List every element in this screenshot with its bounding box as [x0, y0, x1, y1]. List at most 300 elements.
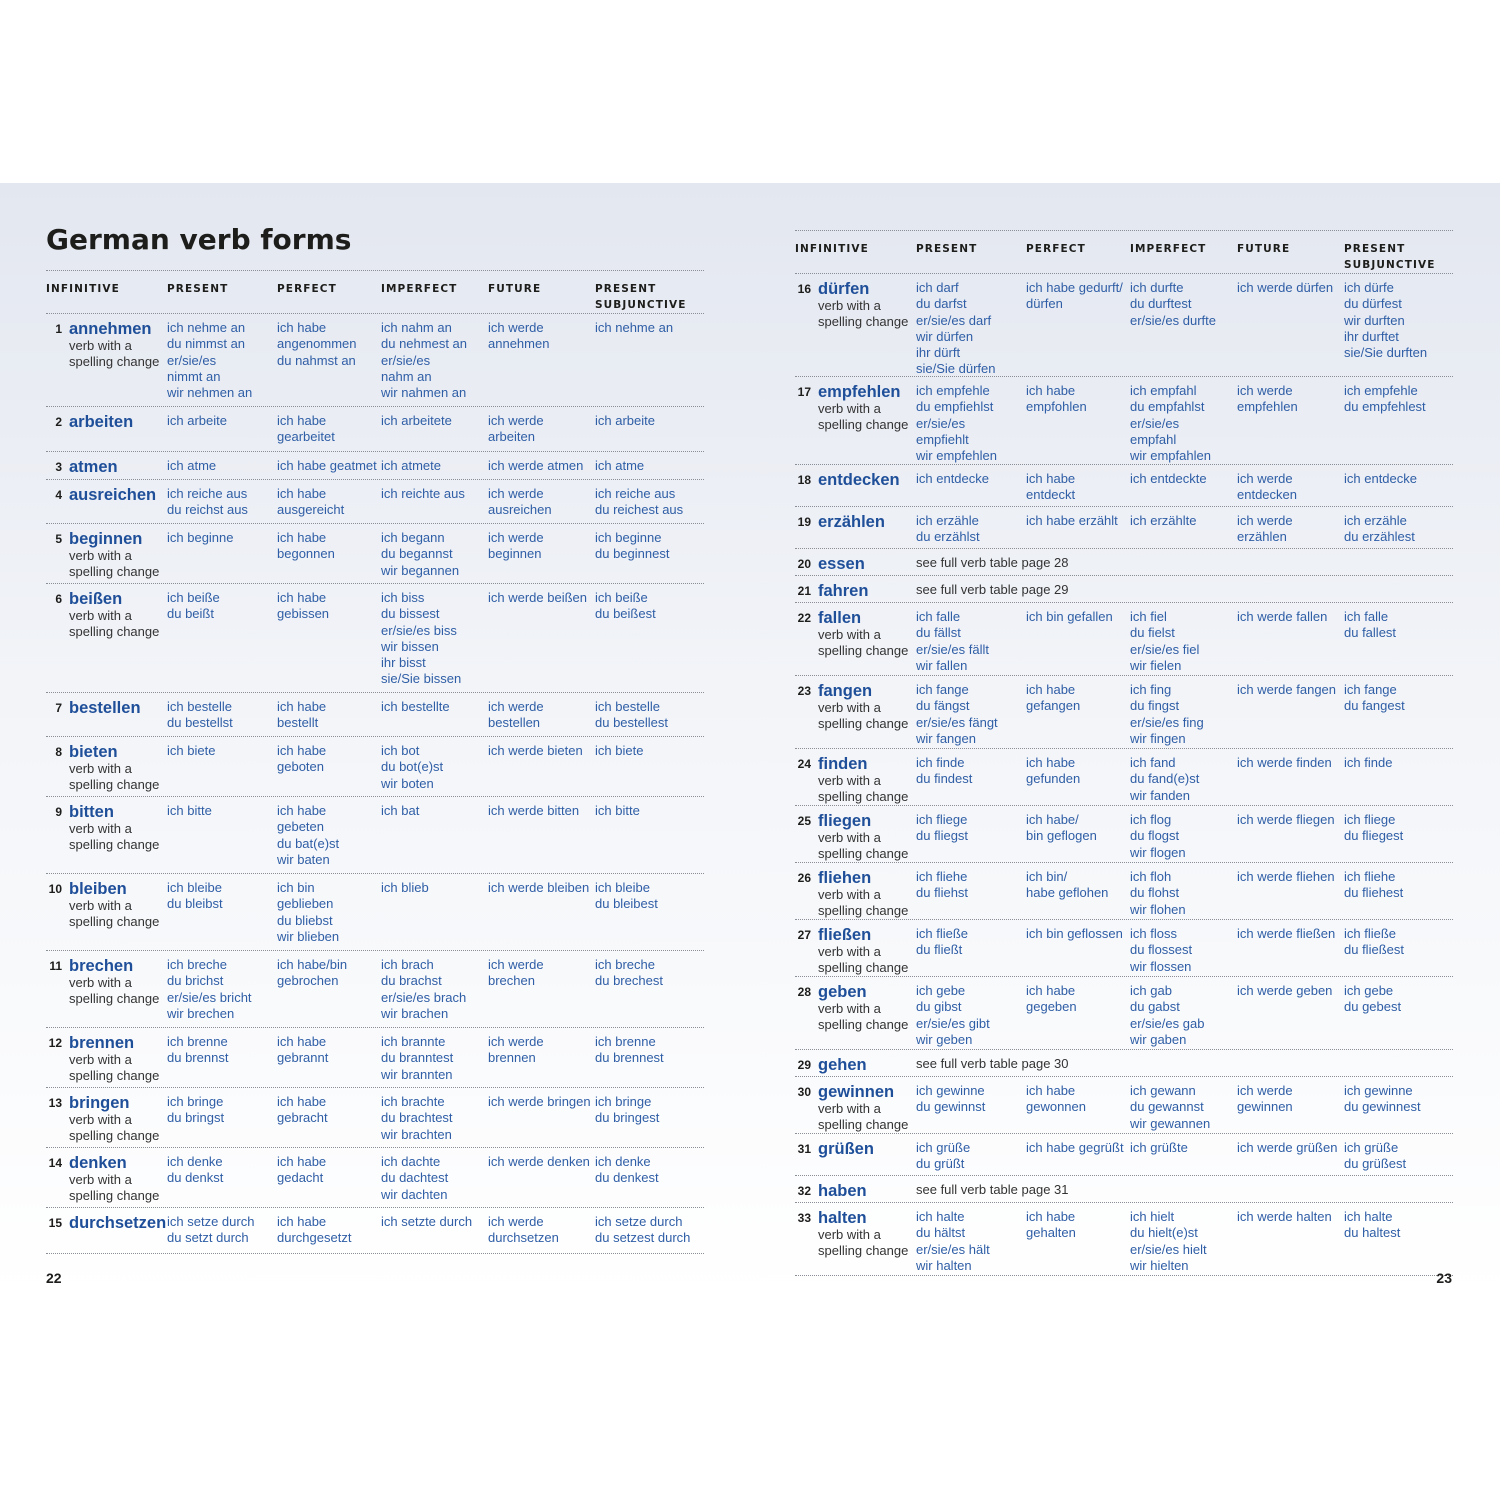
present-cell: ich fließe du fließt [916, 926, 969, 958]
subjunctive-cell: ich fliege du fliegest [1344, 812, 1404, 844]
present-cell: ich erzähle du erzählst [916, 513, 980, 545]
verb-infinitive: annehmen [69, 320, 152, 338]
infinitive-cell [795, 926, 916, 976]
infinitive-cell [795, 471, 916, 506]
header-present: PRESENT [167, 283, 229, 295]
verb-infinitive: halten [818, 1209, 867, 1227]
imperfect-cell: ich durfte du durftest er/sie/es durfte [1130, 280, 1216, 328]
subjunctive-cell: ich dürfe du dürfest wir durften ihr durftet sie/Sie durften [1344, 280, 1428, 361]
verb-number: 14 [48, 1156, 62, 1170]
subjunctive-cell: ich arbeite [595, 413, 655, 428]
future-cell: ich werde empfehlen [1237, 383, 1298, 415]
header-present: PRESENT [916, 243, 978, 255]
perfect-cell: ich habe gefunden [1026, 755, 1081, 787]
verb-note: verb with a spelling change [69, 548, 160, 579]
subjunctive-cell: ich beiße du beißest [595, 590, 656, 622]
future-cell: ich werde entdecken [1237, 471, 1297, 503]
subjunctive-cell: ich nehme an [595, 320, 674, 335]
header-imperfect: IMPERFECT [381, 283, 458, 295]
infinitive-cell [795, 609, 916, 675]
verb-infinitive: bleiben [69, 880, 127, 898]
right-table-body [795, 274, 1453, 1276]
infinitive-cell [795, 755, 916, 805]
verb-number: 21 [797, 584, 811, 598]
infinitive-cell [46, 320, 167, 406]
infinitive-cell [795, 1182, 916, 1202]
perfect-cell: ich bin geblieben du bliebst wir blieben [277, 880, 340, 944]
verb-table-reference: see full verb table page 30 [916, 1056, 1069, 1071]
verb-number: 19 [797, 515, 811, 529]
verb-number: 6 [55, 592, 62, 606]
infinitive-cell [46, 413, 167, 451]
imperfect-cell: ich gewann du gewannst wir gewannen [1130, 1083, 1211, 1131]
present-cell: ich empfehle du empfiehlst er/sie/es empfiehlt wir empfehlen [916, 383, 997, 464]
infinitive-cell [795, 1083, 916, 1133]
subjunctive-cell: ich halte du haltest [1344, 1209, 1401, 1241]
verb-row [795, 1203, 1453, 1276]
present-cell: ich finde du findest [916, 755, 973, 787]
infinitive-cell [46, 1214, 167, 1253]
verb-row [795, 977, 1453, 1050]
verb-table-reference: see full verb table page 29 [916, 582, 1069, 597]
imperfect-cell: ich fand du fand(e)st wir fanden [1130, 755, 1200, 803]
future-cell: ich werde gewinnen [1237, 1083, 1293, 1115]
infinitive-cell [46, 486, 167, 523]
verb-number: 27 [797, 928, 811, 942]
verb-number: 7 [55, 701, 62, 715]
verb-number: 17 [797, 385, 811, 399]
imperfect-cell: ich brachte du brachtest wir brachten [381, 1094, 453, 1142]
imperfect-cell: ich erzählte [1130, 513, 1197, 528]
verb-number: 3 [55, 460, 62, 474]
perfect-cell: ich habe ausgereicht [277, 486, 345, 518]
verb-infinitive: gewinnen [818, 1083, 895, 1101]
verb-number: 13 [48, 1096, 62, 1110]
verb-row [46, 584, 704, 693]
imperfect-cell: ich flog du flogst wir flogen [1130, 812, 1186, 860]
infinitive-cell [46, 803, 167, 873]
present-cell: ich entdecke [916, 471, 989, 486]
verb-number: 30 [797, 1085, 811, 1099]
perfect-cell: ich bin gefallen [1026, 609, 1113, 624]
subjunctive-cell: ich atme [595, 458, 645, 473]
present-cell: ich fliehe du fliehst [916, 869, 969, 901]
future-cell: ich werde bieten [488, 743, 583, 758]
infinitive-cell [795, 983, 916, 1049]
subjunctive-cell: ich bitte [595, 803, 640, 818]
verb-number: 10 [48, 882, 62, 896]
perfect-cell: ich habe gegrüßt [1026, 1140, 1124, 1155]
verb-infinitive: geben [818, 983, 867, 1001]
verb-infinitive: denken [69, 1154, 127, 1172]
present-cell: ich falle du fällst er/sie/es fällt wir fallen [916, 609, 989, 673]
perfect-cell: ich habe gefangen [1026, 682, 1081, 714]
verb-row [795, 274, 1453, 377]
verb-infinitive: bieten [69, 743, 118, 761]
infinitive-cell [46, 1094, 167, 1147]
verb-note: verb with a spelling change [818, 944, 909, 975]
header-imperfect: IMPERFECT [1130, 243, 1207, 255]
perfect-cell: ich habe gedacht [277, 1154, 327, 1186]
infinitive-cell [795, 682, 916, 748]
subjunctive-cell: ich empfehle du empfehlest [1344, 383, 1426, 415]
subjunctive-cell: ich bestelle du bestellest [595, 699, 668, 731]
present-cell: ich gebe du gibst er/sie/es gibt wir geben [916, 983, 990, 1047]
imperfect-cell: ich setzte durch [381, 1214, 473, 1229]
verb-number: 8 [55, 745, 62, 759]
verb-row [795, 377, 1453, 465]
future-cell: ich werde bleiben [488, 880, 590, 895]
verb-row [795, 1077, 1453, 1134]
perfect-cell: ich habe begonnen [277, 530, 335, 562]
verb-row [795, 603, 1453, 676]
subjunctive-cell: ich fange du fangest [1344, 682, 1405, 714]
verb-row [795, 1050, 1453, 1077]
verb-number: 16 [797, 282, 811, 296]
perfect-cell: ich habe geboten [277, 743, 327, 775]
imperfect-cell: ich dachte du dachtest wir dachten [381, 1154, 449, 1202]
verb-infinitive: erzählen [818, 513, 885, 531]
future-cell: ich werde grüßen [1237, 1140, 1338, 1155]
verb-note: verb with a spelling change [69, 338, 160, 369]
verb-note: verb with a spelling change [818, 1001, 909, 1032]
perfect-cell: ich habe gegeben [1026, 983, 1077, 1015]
present-cell: ich setze durch du setzt durch [167, 1214, 255, 1246]
imperfect-cell: ich brach du brachst er/sie/es brach wir brachen [381, 957, 467, 1021]
verb-infinitive: haben [818, 1182, 867, 1200]
infinitive-cell [795, 555, 916, 575]
verb-number: 1 [55, 322, 62, 336]
verb-number: 32 [797, 1184, 811, 1198]
right-verb-table [795, 230, 1453, 1276]
verb-number: 12 [48, 1036, 62, 1050]
verb-note: verb with a spelling change [69, 1172, 160, 1203]
infinitive-cell [795, 812, 916, 862]
verb-infinitive: fliegen [818, 812, 872, 830]
verb-number: 33 [797, 1211, 811, 1225]
verb-note: verb with a spelling change [818, 627, 909, 658]
perfect-cell: ich habe entdeckt [1026, 471, 1076, 503]
imperfect-cell: ich floss du flossest wir flossen [1130, 926, 1193, 974]
imperfect-cell: ich fiel du fielst er/sie/es fiel wir fielen [1130, 609, 1200, 673]
future-cell: ich werde durchsetzen [488, 1214, 559, 1246]
present-cell: ich darf du darfst er/sie/es darf wir dürfen ihr dürft sie/Sie dürfen [916, 280, 996, 376]
verb-note: verb with a spelling change [69, 1052, 160, 1083]
verb-note: verb with a spelling change [818, 773, 909, 804]
future-cell: ich werde fliegen [1237, 812, 1335, 827]
infinitive-cell [46, 880, 167, 950]
present-cell: ich reiche aus du reichst aus [167, 486, 248, 518]
present-cell: ich nehme an du nimmst an er/sie/es nimmt an wir nehmen an [167, 320, 253, 401]
subjunctive-cell: ich grüße du grüßest [1344, 1140, 1407, 1172]
present-cell: ich breche du brichst er/sie/es bricht wir brechen [167, 957, 252, 1021]
imperfect-cell: ich empfahl du empfahlst er/sie/es empfahl wir empfahlen [1130, 383, 1211, 464]
subjunctive-cell: ich beginne du beginnest [595, 530, 670, 562]
verb-number: 5 [55, 532, 62, 546]
verb-row [46, 1148, 704, 1208]
header-infinitive: INFINITIVE [795, 243, 869, 255]
present-cell: ich bringe du bringst [167, 1094, 225, 1126]
perfect-cell: ich bin/ habe geflohen [1026, 869, 1109, 901]
perfect-cell: ich habe gewonnen [1026, 1083, 1086, 1115]
subjunctive-cell: ich falle du fallest [1344, 609, 1397, 641]
present-cell: ich arbeite [167, 413, 227, 428]
present-cell: ich atme [167, 458, 217, 473]
present-cell: ich bleibe du bleibst [167, 880, 223, 912]
perfect-cell: ich habe gedurft/ dürfen [1026, 280, 1123, 312]
future-cell: ich werde finden [1237, 755, 1332, 770]
imperfect-cell: ich reichte aus [381, 486, 465, 501]
imperfect-cell: ich atmete [381, 458, 441, 473]
verb-infinitive: fallen [818, 609, 862, 627]
perfect-cell: ich habe gebissen [277, 590, 330, 622]
verb-row [795, 465, 1453, 507]
future-cell: ich werde arbeiten [488, 413, 544, 445]
verb-infinitive: fangen [818, 682, 873, 700]
verb-number: 28 [797, 985, 811, 999]
verb-row [795, 1176, 1453, 1203]
verb-row [46, 407, 704, 452]
verb-number: 15 [48, 1216, 62, 1230]
perfect-cell: ich habe/bin gebrochen [277, 957, 348, 989]
future-cell: ich werde geben [1237, 983, 1333, 998]
future-cell: ich werde beginnen [488, 530, 544, 562]
header-perfect: PERFECT [1026, 243, 1086, 255]
verb-infinitive: grüßen [818, 1140, 874, 1158]
verb-infinitive: ausreichen [69, 486, 157, 504]
verb-row [795, 1134, 1453, 1176]
future-cell: ich werde fließen [1237, 926, 1336, 941]
verb-infinitive: fahren [818, 582, 869, 600]
infinitive-cell [795, 1209, 916, 1275]
verb-row [46, 314, 704, 407]
verb-row [46, 1088, 704, 1148]
present-cell: ich gewinne du gewinnst [916, 1083, 986, 1115]
subjunctive-cell: ich fließe du fließest [1344, 926, 1404, 958]
subjunctive-cell: ich bringe du bringest [595, 1094, 660, 1126]
verb-infinitive: empfehlen [818, 383, 901, 401]
present-cell: ich bestelle du bestellst [167, 699, 233, 731]
imperfect-cell: ich hielt du hielt(e)st er/sie/es hielt wir hielten [1130, 1209, 1207, 1273]
verb-infinitive: arbeiten [69, 413, 134, 431]
imperfect-cell: ich arbeitete [381, 413, 452, 428]
perfect-cell: ich habe durchgesetzt [277, 1214, 352, 1246]
verb-row [795, 749, 1453, 806]
imperfect-cell: ich entdeckte [1130, 471, 1207, 486]
imperfect-cell: ich blieb [381, 880, 429, 895]
verb-infinitive: beißen [69, 590, 123, 608]
future-cell: ich werde dürfen [1237, 280, 1334, 295]
subjunctive-cell: ich setze durch du setzest durch [595, 1214, 691, 1246]
verb-infinitive: bitten [69, 803, 114, 821]
infinitive-cell [46, 743, 167, 796]
verb-infinitive: essen [818, 555, 865, 573]
page-number-left: 22 [46, 1270, 62, 1286]
header-present-subjunctive: PRESENT SUBJUNCTIVE [1344, 243, 1436, 271]
page-title: German verb forms [46, 223, 352, 256]
verb-number: 26 [797, 871, 811, 885]
subjunctive-cell: ich gewinne du gewinnest [1344, 1083, 1421, 1115]
imperfect-cell: ich gab du gabst er/sie/es gab wir gaben [1130, 983, 1205, 1047]
perfect-cell: ich habe gebracht [277, 1094, 328, 1126]
verb-note: verb with a spelling change [69, 608, 160, 639]
verb-row [795, 576, 1453, 603]
header-future: FUTURE [1237, 243, 1291, 255]
future-cell: ich werde atmen [488, 458, 584, 473]
verb-note: verb with a spelling change [818, 401, 909, 432]
present-cell: ich biete [167, 743, 216, 758]
verb-number: 18 [797, 473, 811, 487]
future-cell: ich werde annehmen [488, 320, 550, 352]
present-cell: ich brenne du brennst [167, 1034, 229, 1066]
infinitive-cell [46, 458, 167, 479]
verb-infinitive: fließen [818, 926, 872, 944]
perfect-cell: ich habe bestellt [277, 699, 327, 731]
subjunctive-cell: ich biete [595, 743, 644, 758]
subjunctive-cell: ich denke du denkest [595, 1154, 659, 1186]
verb-number: 23 [797, 684, 811, 698]
verb-number: 9 [55, 805, 62, 819]
subjunctive-cell: ich bleibe du bleibest [595, 880, 658, 912]
verb-infinitive: dürfen [818, 280, 870, 298]
infinitive-cell [46, 1034, 167, 1087]
present-cell: ich fliege du fliegst [916, 812, 969, 844]
left-table-body [46, 314, 704, 1254]
perfect-cell: ich habe angenommen du nahmst an [277, 320, 357, 368]
perfect-cell: ich habe gebeten du bat(e)st wir baten [277, 803, 340, 867]
future-cell: ich werde fallen [1237, 609, 1328, 624]
verb-infinitive: bestellen [69, 699, 141, 717]
present-cell: ich fange du fängst er/sie/es fängt wir fangen [916, 682, 998, 746]
imperfect-cell: ich bat [381, 803, 420, 818]
verb-note: verb with a spelling change [818, 887, 909, 918]
verb-number: 31 [797, 1142, 811, 1156]
verb-row [46, 1028, 704, 1088]
verb-row [795, 806, 1453, 863]
verb-infinitive: gehen [818, 1056, 867, 1074]
verb-infinitive: durchsetzen [69, 1214, 167, 1232]
verb-row [46, 693, 704, 737]
subjunctive-cell: ich finde [1344, 755, 1393, 770]
future-cell: ich werde fliehen [1237, 869, 1335, 884]
future-cell: ich werde fangen [1237, 682, 1337, 697]
verb-row [795, 920, 1453, 977]
subjunctive-cell: ich fliehe du fliehest [1344, 869, 1404, 901]
verb-note: verb with a spelling change [69, 1112, 160, 1143]
header-present-subjunctive: PRESENT SUBJUNCTIVE [595, 283, 687, 311]
infinitive-cell [795, 1140, 916, 1175]
verb-table-reference: see full verb table page 28 [916, 555, 1069, 570]
infinitive-cell [795, 869, 916, 919]
infinitive-cell [795, 280, 916, 376]
infinitive-cell [46, 957, 167, 1027]
left-verb-table [46, 270, 704, 1254]
subjunctive-cell: ich entdecke [1344, 471, 1417, 486]
verb-row [46, 951, 704, 1028]
verb-row [795, 549, 1453, 576]
imperfect-cell: ich nahm an du nehmest an er/sie/es nahm an wir nahmen an [381, 320, 468, 401]
header-infinitive: INFINITIVE [46, 283, 120, 295]
infinitive-cell [795, 513, 916, 548]
subjunctive-cell: ich gebe du gebest [1344, 983, 1402, 1015]
imperfect-cell: ich bestellte [381, 699, 450, 714]
future-cell: ich werde bringen [488, 1094, 591, 1109]
verb-note: verb with a spelling change [818, 1227, 909, 1258]
future-cell: ich werde brechen [488, 957, 544, 989]
infinitive-cell [46, 699, 167, 736]
verb-row [46, 737, 704, 797]
verb-infinitive: entdecken [818, 471, 900, 489]
verb-number: 24 [797, 757, 811, 771]
verb-row [46, 797, 704, 874]
verb-note: verb with a spelling change [818, 700, 909, 731]
future-cell: ich werde halten [1237, 1209, 1332, 1224]
infinitive-cell [46, 590, 167, 692]
verb-infinitive: fliehen [818, 869, 872, 887]
perfect-cell: ich habe gehalten [1026, 1209, 1076, 1241]
verb-note: verb with a spelling change [818, 298, 909, 329]
future-cell: ich werde beißen [488, 590, 587, 605]
verb-row [795, 863, 1453, 920]
perfect-cell: ich habe geatmet [277, 458, 377, 473]
header-future: FUTURE [488, 283, 542, 295]
infinitive-cell [46, 1154, 167, 1207]
infinitive-cell [46, 530, 167, 583]
present-cell: ich bitte [167, 803, 212, 818]
verb-number: 4 [55, 488, 62, 502]
verb-row [46, 524, 704, 584]
future-cell: ich werde ausreichen [488, 486, 552, 518]
verb-number: 20 [797, 557, 811, 571]
perfect-cell: ich habe gebrannt [277, 1034, 329, 1066]
verb-table-reference: see full verb table page 31 [916, 1182, 1069, 1197]
imperfect-cell: ich brannte du branntest wir brannten [381, 1034, 454, 1082]
verb-row [795, 676, 1453, 749]
verb-number: 29 [797, 1058, 811, 1072]
present-cell: ich halte du hältst er/sie/es hält wir halten [916, 1209, 990, 1273]
imperfect-cell: ich bot du bot(e)st wir boten [381, 743, 444, 791]
infinitive-cell [795, 383, 916, 464]
perfect-cell: ich habe/ bin geflogen [1026, 812, 1097, 844]
verb-number: 22 [797, 611, 811, 625]
subjunctive-cell: ich reiche aus du reichest aus [595, 486, 684, 518]
verb-number: 2 [55, 415, 62, 429]
imperfect-cell: ich floh du flohst wir flohen [1130, 869, 1186, 917]
verb-row [46, 874, 704, 951]
infinitive-cell [795, 582, 916, 602]
verb-infinitive: atmen [69, 458, 118, 476]
verb-infinitive: finden [818, 755, 868, 773]
future-cell: ich werde bitten [488, 803, 580, 818]
future-cell: ich werde brennen [488, 1034, 544, 1066]
subjunctive-cell: ich brenne du brennest [595, 1034, 664, 1066]
verb-infinitive: brechen [69, 957, 134, 975]
verb-note: verb with a spelling change [69, 821, 160, 852]
perfect-cell: ich bin geflossen [1026, 926, 1123, 941]
perfect-cell: ich habe erzählt [1026, 513, 1118, 528]
present-cell: ich grüße du grüßt [916, 1140, 971, 1172]
verb-row [46, 452, 704, 480]
page-number-right: 23 [1436, 1270, 1452, 1286]
present-cell: ich beiße du beißt [167, 590, 220, 622]
verb-note: verb with a spelling change [69, 761, 160, 792]
verb-infinitive: brennen [69, 1034, 135, 1052]
verb-infinitive: bringen [69, 1094, 130, 1112]
perfect-cell: ich habe gearbeitet [277, 413, 335, 445]
imperfect-cell: ich grüßte [1130, 1140, 1188, 1155]
subjunctive-cell: ich erzähle du erzählest [1344, 513, 1415, 545]
verb-number: 11 [49, 959, 62, 973]
